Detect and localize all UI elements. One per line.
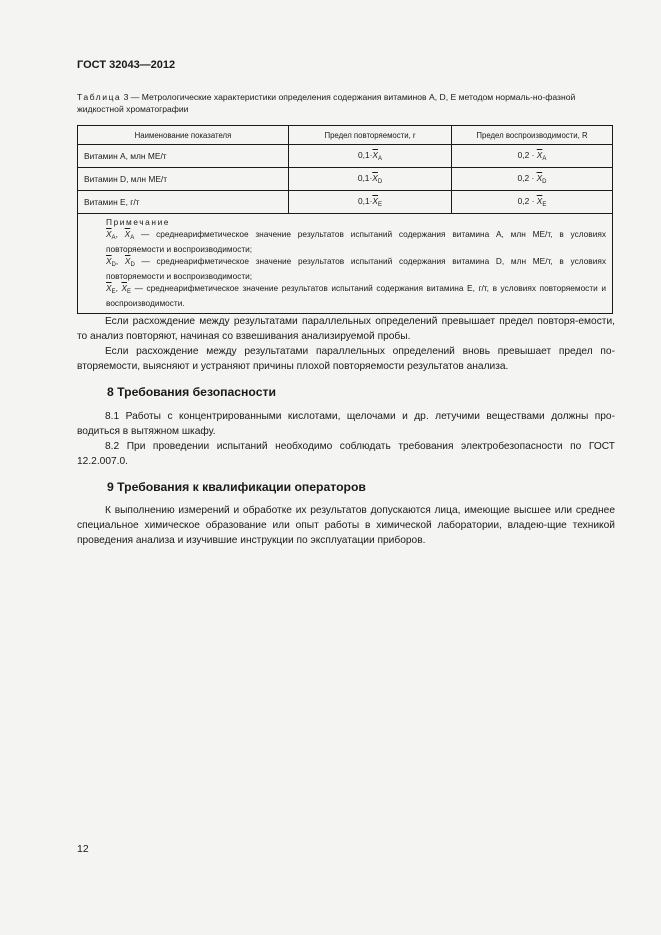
column-header-reproducibility: Предел воспроизводимости, R [452, 126, 613, 145]
paragraph-block-8 [77, 409, 615, 469]
note-item: $\overline{X}_D$, $\overline{X}_D$ — среднеарифметическое значение результатов испытаний содержания витамина D, млн МЕ/т, в условиях повторяемости и воспроизводимости; [106, 255, 606, 281]
reproducibility-cell: $0,2 \cdot \overline{X}_E$ [452, 191, 613, 214]
paragraph: 8.2 При проведении испытаний необходимо соблюдать требования электробезопасности по ГОСТ 12.2.007.0. [77, 441, 615, 467]
table-caption-text: 3 — Метрологические характеристики определения содержания витаминов A, D, E методом нормаль-но-фазной жидкостной хроматографии [77, 92, 576, 114]
table-row [78, 145, 613, 168]
table-row [78, 168, 613, 191]
repeatability-cell: $0,1\cdot\overline{X}_E$ [289, 191, 452, 214]
table-caption [77, 91, 613, 115]
row-name: Витамин E, г/т [78, 191, 289, 214]
paragraph: К выполнению измерений и обработке их результатов допускаются лица, имеющие высшее или среднее специальное химическое образование или опыт работы в химической лаборатории, владею-щие техникой проведения анализа и изучившие инструкции по эксплуатации приборов. [77, 505, 615, 546]
row-name: Витамин D, млн МЕ/т [78, 168, 289, 191]
paragraph-block-9 [77, 503, 615, 548]
row-name: Витамин A, млн МЕ/т [78, 145, 289, 168]
section-heading-8: 8 Требования безопасности [107, 385, 276, 399]
paragraph: Если расхождение между результатами параллельных определений вновь превышает предел по-вторяемости, выясняют и устраняют причины плохой повторяемости результатов анализа. [77, 346, 615, 372]
page-number: 12 [77, 843, 89, 855]
metrology-table [77, 125, 613, 314]
section-heading-9: 9 Требования к квалификации операторов [107, 480, 366, 494]
paragraph: Если расхождение между результатами параллельных определений превышает предел повторя-емости, то анализ повторяют, начиная со взвешивания анализируемой пробы. [77, 316, 615, 342]
paragraph-block-1 [77, 314, 615, 374]
table-note [78, 214, 613, 314]
reproducibility-cell: $0,2 \cdot \overline{X}_A$ [452, 145, 613, 168]
column-header-repeatability: Предел повторяемости, r [289, 126, 452, 145]
table-row [78, 191, 613, 214]
reproducibility-cell: $0,2 \cdot \overline{X}_D$ [452, 168, 613, 191]
repeatability-cell: $0,1\cdot\overline{X}_A$ [289, 145, 452, 168]
table-caption-label: Таблица [77, 92, 122, 102]
table-header-row [78, 126, 613, 145]
table-note-row [78, 214, 613, 314]
note-item: $\overline{X}_E$, $\overline{X}_E$ — среднеарифметическое значение результатов испытаний содержания витамина E, г/т, в условиях повторяемости и воспроизводимости. [106, 282, 606, 308]
note-item: $\overline{X}_A$, $\overline{X}_A$ — среднеарифметическое значение результатов испытаний содержания витамина A, млн МЕ/т, в условиях повторяемости и воспроизводимости; [106, 228, 606, 254]
repeatability-cell: $0,1\cdot\overline{X}_D$ [289, 168, 452, 191]
note-title: Примечание [106, 217, 171, 227]
paragraph: 8.1 Работы с концентрированными кислотами, щелочами и др. летучими веществами должны про-водиться в вытяжном шкафу. [77, 411, 615, 437]
column-header-name: Наименование показателя [78, 126, 289, 145]
document-header: ГОСТ 32043—2012 [77, 59, 176, 71]
